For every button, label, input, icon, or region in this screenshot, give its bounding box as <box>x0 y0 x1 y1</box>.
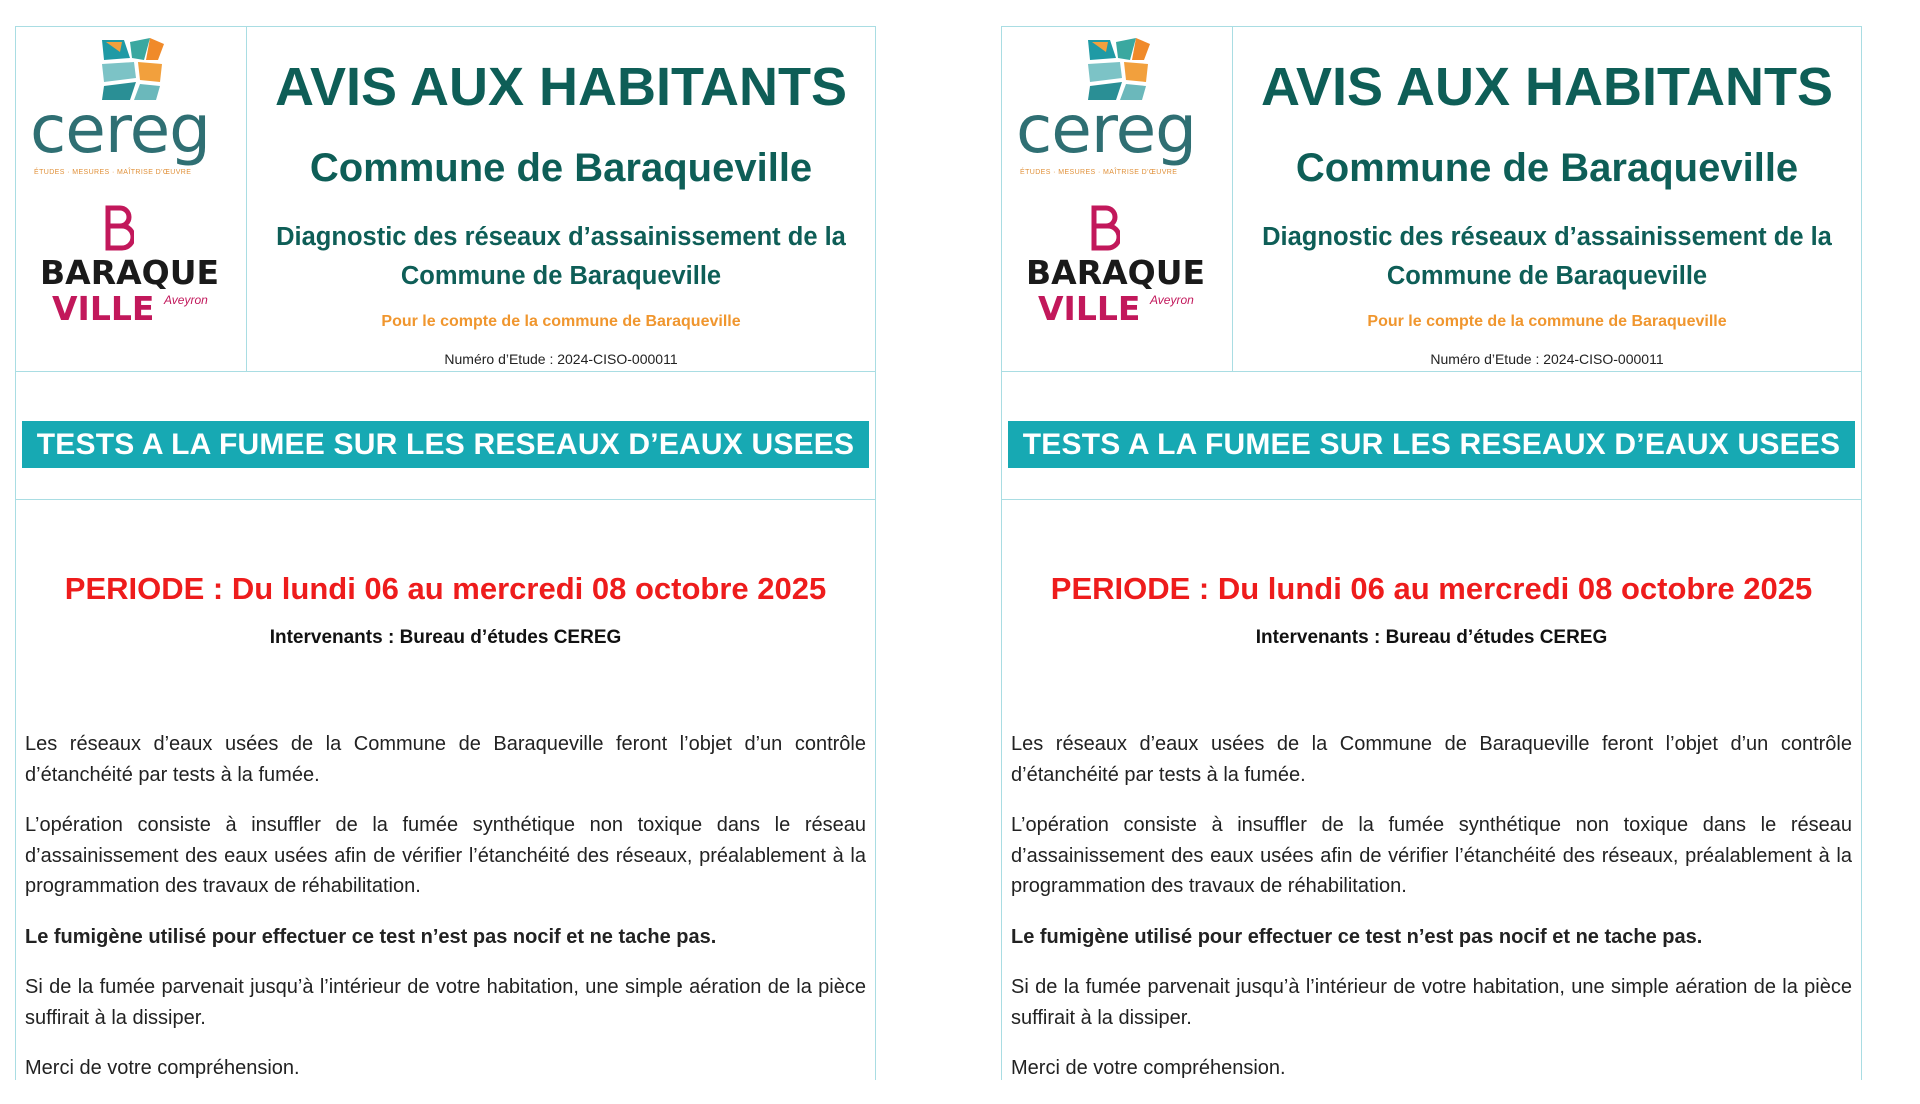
baraqueville-top-word: BARAQUE <box>1026 253 1206 292</box>
cereg-tagline: ÉTUDES · MESURES · MAÎTRISE D'ŒUVRE <box>34 169 192 176</box>
paragraph: Les réseaux d’eaux usées de la Commune de Baraqueville feront l’objet d’un contrôle d’étanchéité par tests à la fumée. <box>1011 733 1852 786</box>
baraqueville-b-icon <box>104 204 134 252</box>
logo-column <box>1002 27 1233 371</box>
cereg-tagline: ÉTUDES · MESURES · MAÎTRISE D'ŒUVRE <box>1020 169 1178 176</box>
banner-row <box>16 372 875 500</box>
compte-line: Pour le compte de la commune de Baraqueville <box>381 313 741 330</box>
notice-title: AVIS AUX HABITANTS <box>274 57 847 117</box>
diagnostic-subtitle: Diagnostic des réseaux d’assainissement de la Commune de Baraqueville <box>1262 223 1832 290</box>
tests-banner: TESTS A LA FUMEE SUR LES RESEAUX D’EAUX USEES <box>1008 421 1855 468</box>
banner-row <box>1002 372 1861 500</box>
baraqueville-region: Aveyron <box>164 293 208 307</box>
title-column <box>247 27 875 371</box>
paragraph-bold: Le fumigène utilisé pour effectuer ce test n’est pas nocif et ne tache pas. <box>25 925 717 948</box>
cereg-wordmark: cereg <box>1016 91 1197 168</box>
notice-header <box>16 27 875 372</box>
period-heading: PERIODE : Du lundi 06 au mercredi 08 octobre 2025 <box>1050 571 1813 606</box>
paragraph: Si de la fumée parvenait jusqu’à l’intérieur de votre habitation, une simple aération de la pièce suffirait à la dissiper. <box>1011 976 1852 1029</box>
tests-banner: TESTS A LA FUMEE SUR LES RESEAUX D’EAUX USEES <box>22 421 869 468</box>
notice-header <box>1002 27 1861 372</box>
notice-body <box>25 729 866 1104</box>
commune-name: Commune de Baraqueville <box>1295 146 1799 190</box>
compte-line: Pour le compte de la commune de Baraqueville <box>1367 313 1727 330</box>
cereg-wordmark: cereg <box>30 91 211 168</box>
paragraph: Merci de votre compréhension. <box>25 1057 300 1079</box>
logo-column <box>16 27 247 371</box>
paragraph: L’opération consiste à insuffler de la fumée synthétique non toxique dans le réseau d’assainissement des eaux usées afin de vérifier l’étanchéité des réseaux, préalablement à la programmation des travaux de réhabilitation. <box>1011 814 1852 897</box>
title-column <box>1233 27 1861 371</box>
baraqueville-bottom-word: VILLE <box>1038 289 1141 328</box>
baraqueville-b-icon <box>1090 204 1120 252</box>
paragraph-bold: Le fumigène utilisé pour effectuer ce test n’est pas nocif et ne tache pas. <box>1011 925 1703 948</box>
paragraph: L’opération consiste à insuffler de la fumée synthétique non toxique dans le réseau d’assainissement des eaux usées afin de vérifier l’étanchéité des réseaux, préalablement à la programmation des travaux de réhabilitation. <box>25 814 866 897</box>
paragraph: Les réseaux d’eaux usées de la Commune de Baraqueville feront l’objet d’un contrôle d’étanchéité par tests à la fumée. <box>25 733 866 786</box>
notice-body <box>1011 729 1852 1104</box>
intervenants-line: Intervenants : Bureau d’études CEREG <box>269 627 622 648</box>
notice-right <box>1001 26 1862 1080</box>
diagnostic-subtitle: Diagnostic des réseaux d’assainissement de la Commune de Baraqueville <box>276 223 846 290</box>
paragraph: Si de la fumée parvenait jusqu’à l’intérieur de votre habitation, une simple aération de la pièce suffirait à la dissiper. <box>25 976 866 1029</box>
paragraph: Merci de votre compréhension. <box>1011 1057 1286 1079</box>
notice-title: AVIS AUX HABITANTS <box>1260 57 1833 117</box>
baraqueville-top-word: BARAQUE <box>40 253 220 292</box>
study-number: Numéro d’Etude : 2024-CISO-000011 <box>444 351 678 367</box>
baraqueville-region: Aveyron <box>1150 293 1194 307</box>
commune-name: Commune de Baraqueville <box>309 146 813 190</box>
period-heading: PERIODE : Du lundi 06 au mercredi 08 octobre 2025 <box>64 571 827 606</box>
intervenants-line: Intervenants : Bureau d’études CEREG <box>1255 627 1608 648</box>
notice-left <box>15 26 876 1080</box>
baraqueville-bottom-word: VILLE <box>52 289 155 328</box>
study-number: Numéro d’Etude : 2024-CISO-000011 <box>1430 351 1664 367</box>
